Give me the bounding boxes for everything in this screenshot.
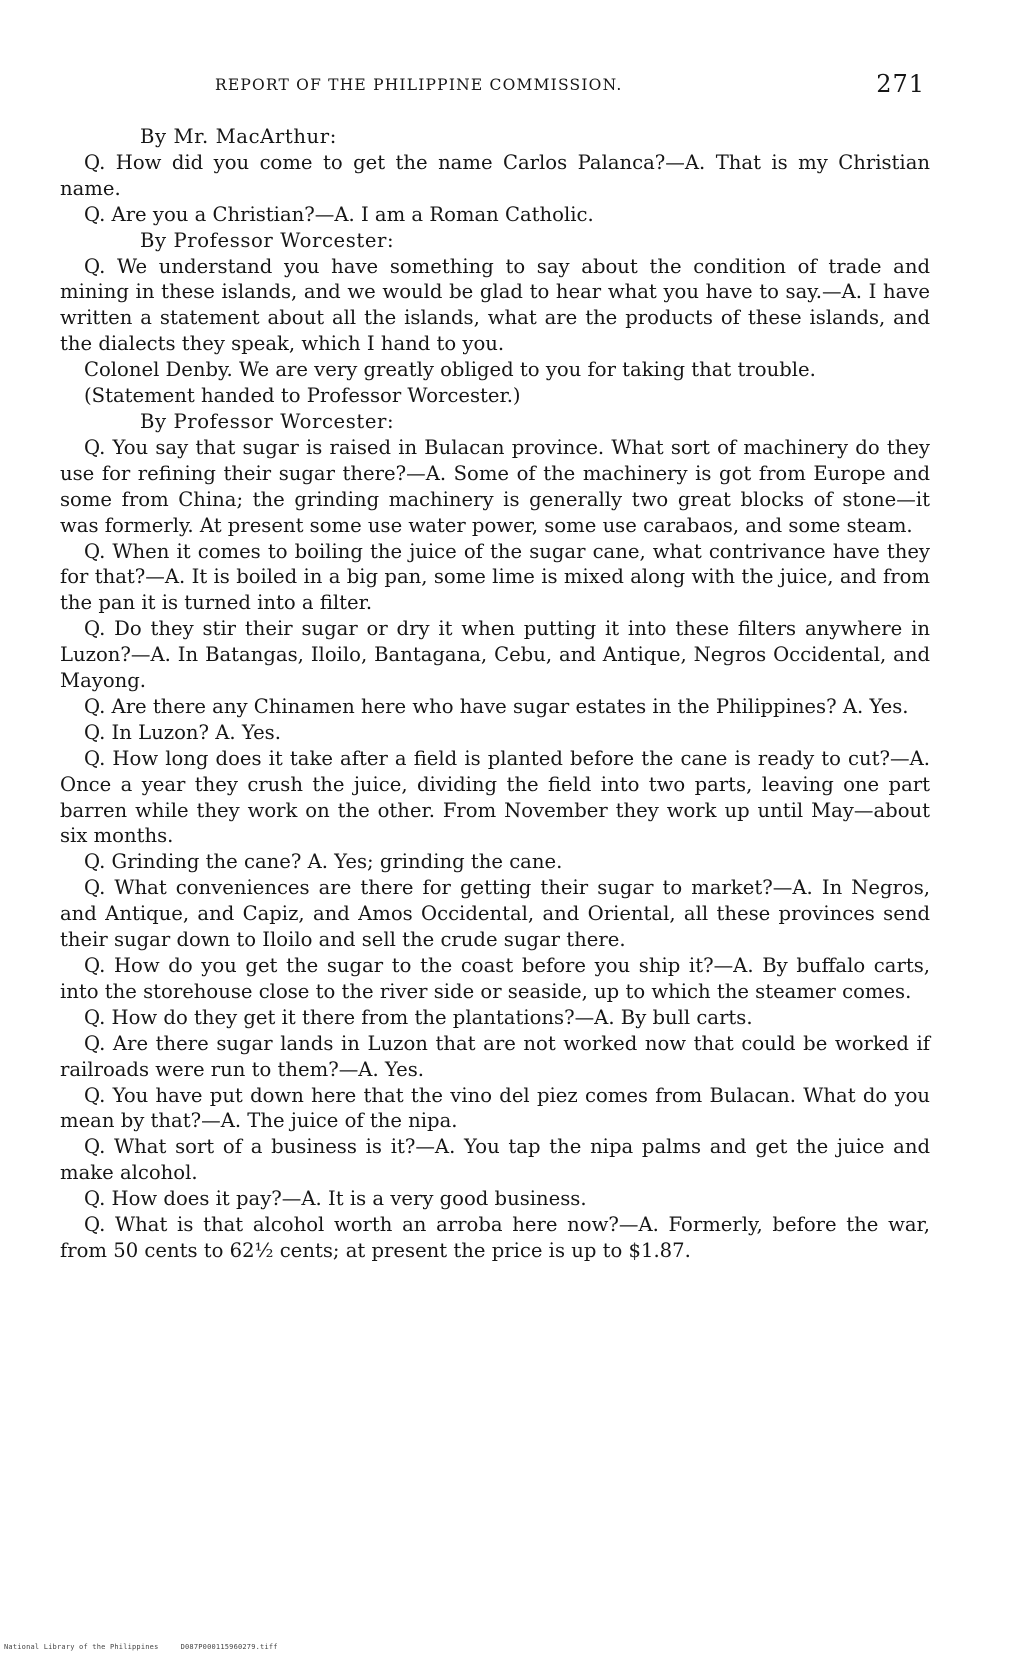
running-title: REPORT OF THE PHILIPPINE COMMISSION. [215,76,623,94]
scan-footer [4,1643,278,1651]
qa-paragraph: Q. Are you a Christian?—A. I am a Roman Catholic. [84,202,594,226]
qa-paragraph: Q. In Luzon? A. Yes. [84,720,281,744]
speaker-heading: By Professor Worcester: [140,409,395,433]
qa-paragraph: Q. How long does it take after a field is planted before the cane is ready to cut?—A. Once a year they crush the juice, dividing the field into two parts, leaving one part barren while they work on the other. From November they work up until May—about six months. [60,746,930,848]
page-header [215,70,925,100]
qa-paragraph: Q. We understand you have something to say about the condition of trade and mining in these islands, and we would be glad to hear what you have to say.—A. I have written a statement about all the islands, what are the products of these islands, and the dialects they speak, which I hand to you. [60,254,930,356]
qa-paragraph: Q. Do they stir their sugar or dry it when putting it into these filters anywhere in Luzon?—A. In Batangas, Iloilo, Bantagana, Cebu, and Antique, Negros Occidental, and Mayong. [60,617,930,693]
qa-paragraph: Q. How do they get it there from the plantations?—A. By bull carts. [84,1005,753,1029]
qa-paragraph: Q. How does it pay?—A. It is a very good business. [84,1187,587,1211]
qa-paragraph: Q. Grinding the cane? A. Yes; grinding the cane. [84,850,563,874]
colloquy-paragraph: Colonel Denby. We are very greatly obliged to you for taking that trouble. [84,358,816,382]
qa-paragraph: Q. How did you come to get the name Carlos Palanca?—A. That is my Christian name. [60,150,930,200]
qa-paragraph: Q. How do you get the sugar to the coast before you ship it?—A. By buffalo carts, into the storehouse close to the river side or seaside, up to which the steamer comes. [60,954,930,1003]
footer-source: National Library of the Philippines [4,1643,159,1651]
qa-paragraph: Q. Are there any Chinamen here who have sugar estates in the Philippines? A. Yes. [84,694,909,718]
qa-paragraph: Q. Are there sugar lands in Luzon that are not worked now that could be worked if railroads were run to them?—A. Yes. [60,1031,930,1081]
body-text [60,124,930,1264]
speaker-heading: By Mr. MacArthur: [140,125,337,148]
qa-paragraph: Q. You say that sugar is raised in Bulacan province. What sort of machinery do they use for refining their sugar there?—A. Some of the machinery is got from Europe and some from China; the grinding machinery is generally two great blocks of stone—it was formerly. At present some use water power, some use carabaos, and some steam. [60,435,930,537]
qa-paragraph: Q. What is that alcohol worth an arroba here now?—A. Formerly, before the war, from 50 cents to 62½ cents; at present the price is up to $1.87. [60,1213,930,1262]
qa-paragraph: Q. When it comes to boiling the juice of the sugar cane, what contrivance have they for that?—A. It is boiled in a big pan, some lime is mixed along with the juice, and from the pan it is turned into a filter. [60,539,930,615]
footer-file: D087P000115960279.tiff [180,1643,278,1651]
qa-paragraph: Q. What conveniences are there for getting their sugar to market?—A. In Negros, and Antique, and Capiz, and Amos Occidental, and Oriental, all these provinces send their sugar down to Iloilo and sell the crude sugar there. [60,876,930,952]
stage-note: (Statement handed to Professor Worcester.) [84,384,521,408]
speaker-heading: By Professor Worcester: [140,228,395,252]
qa-paragraph: Q. What sort of a business is it?—A. You tap the nipa palms and get the juice and make alcohol. [60,1135,930,1185]
page-number: 271 [876,70,925,98]
qa-paragraph: Q. You have put down here that the vino del piez comes from Bulacan. What do you mean by that?—A. The juice of the nipa. [60,1083,930,1133]
